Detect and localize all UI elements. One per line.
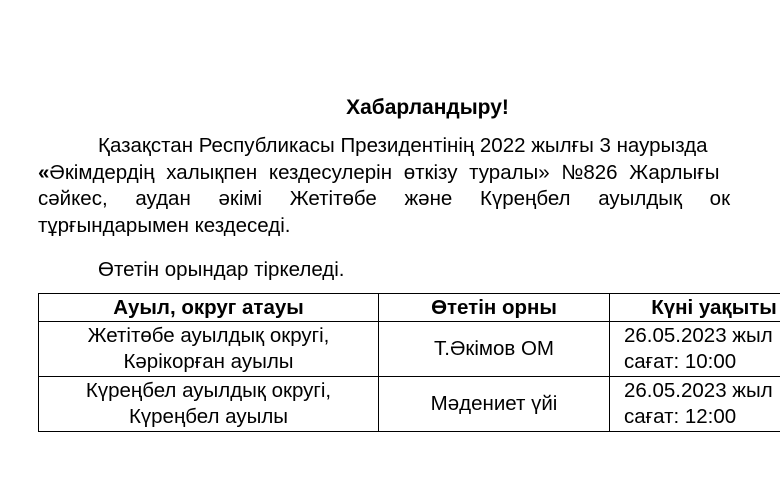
village-name: Кәрікорған ауылы [123,350,294,373]
paragraph-line-4: тұрғындарымен кездеседі. [38,214,291,238]
header-venue: Өтетін орны [379,294,610,322]
venue-cell: Т.Әкімов ОМ [379,322,610,377]
district-name: Күреңбел ауылдық округі, [85,379,332,402]
paragraph-line-1: Қазақстан Республикасы Президентінің 2022 жылғы 3 наурызда [98,134,708,157]
meetings-table [38,293,780,432]
table-row [39,377,780,432]
district-name: Жетітөбе ауылдық округі, [87,324,330,347]
paragraph-line-3: сәйкес, аудан әкімі Жетітөбе және Күреңбел ауылдық ок [38,187,731,211]
document-title: Хабарландыру! [346,96,509,119]
announcement-paragraph [38,133,780,240]
paragraph-line-2 [38,160,780,187]
meeting-date: 26.05.2023 жыл [624,324,773,347]
date-time-cell [610,322,780,377]
paragraph-line-2-text: Әкімдердің халықпен кездесулерін өткізу туралы» №826 Жарлығы [49,160,720,184]
settlement-name-cell [39,377,379,432]
header-settlement-name: Ауыл, округ атауы [39,294,379,322]
meeting-time: сағат: 12:00 [624,405,737,428]
date-time-cell [610,377,780,432]
village-name: Күреңбел ауылы [128,405,289,428]
table-row [39,322,780,377]
header-date-time: Күні уақыты [610,294,780,322]
meeting-date: 26.05.2023 жыл [624,379,773,402]
table-header-row [39,294,780,322]
opening-quote: « [38,160,50,184]
venue-cell: Мәдениет үйі [379,377,610,432]
meeting-time: сағат: 10:00 [624,350,737,373]
registration-note: Өтетін орындар тіркеледі. [98,258,345,281]
settlement-name-cell [39,322,379,377]
